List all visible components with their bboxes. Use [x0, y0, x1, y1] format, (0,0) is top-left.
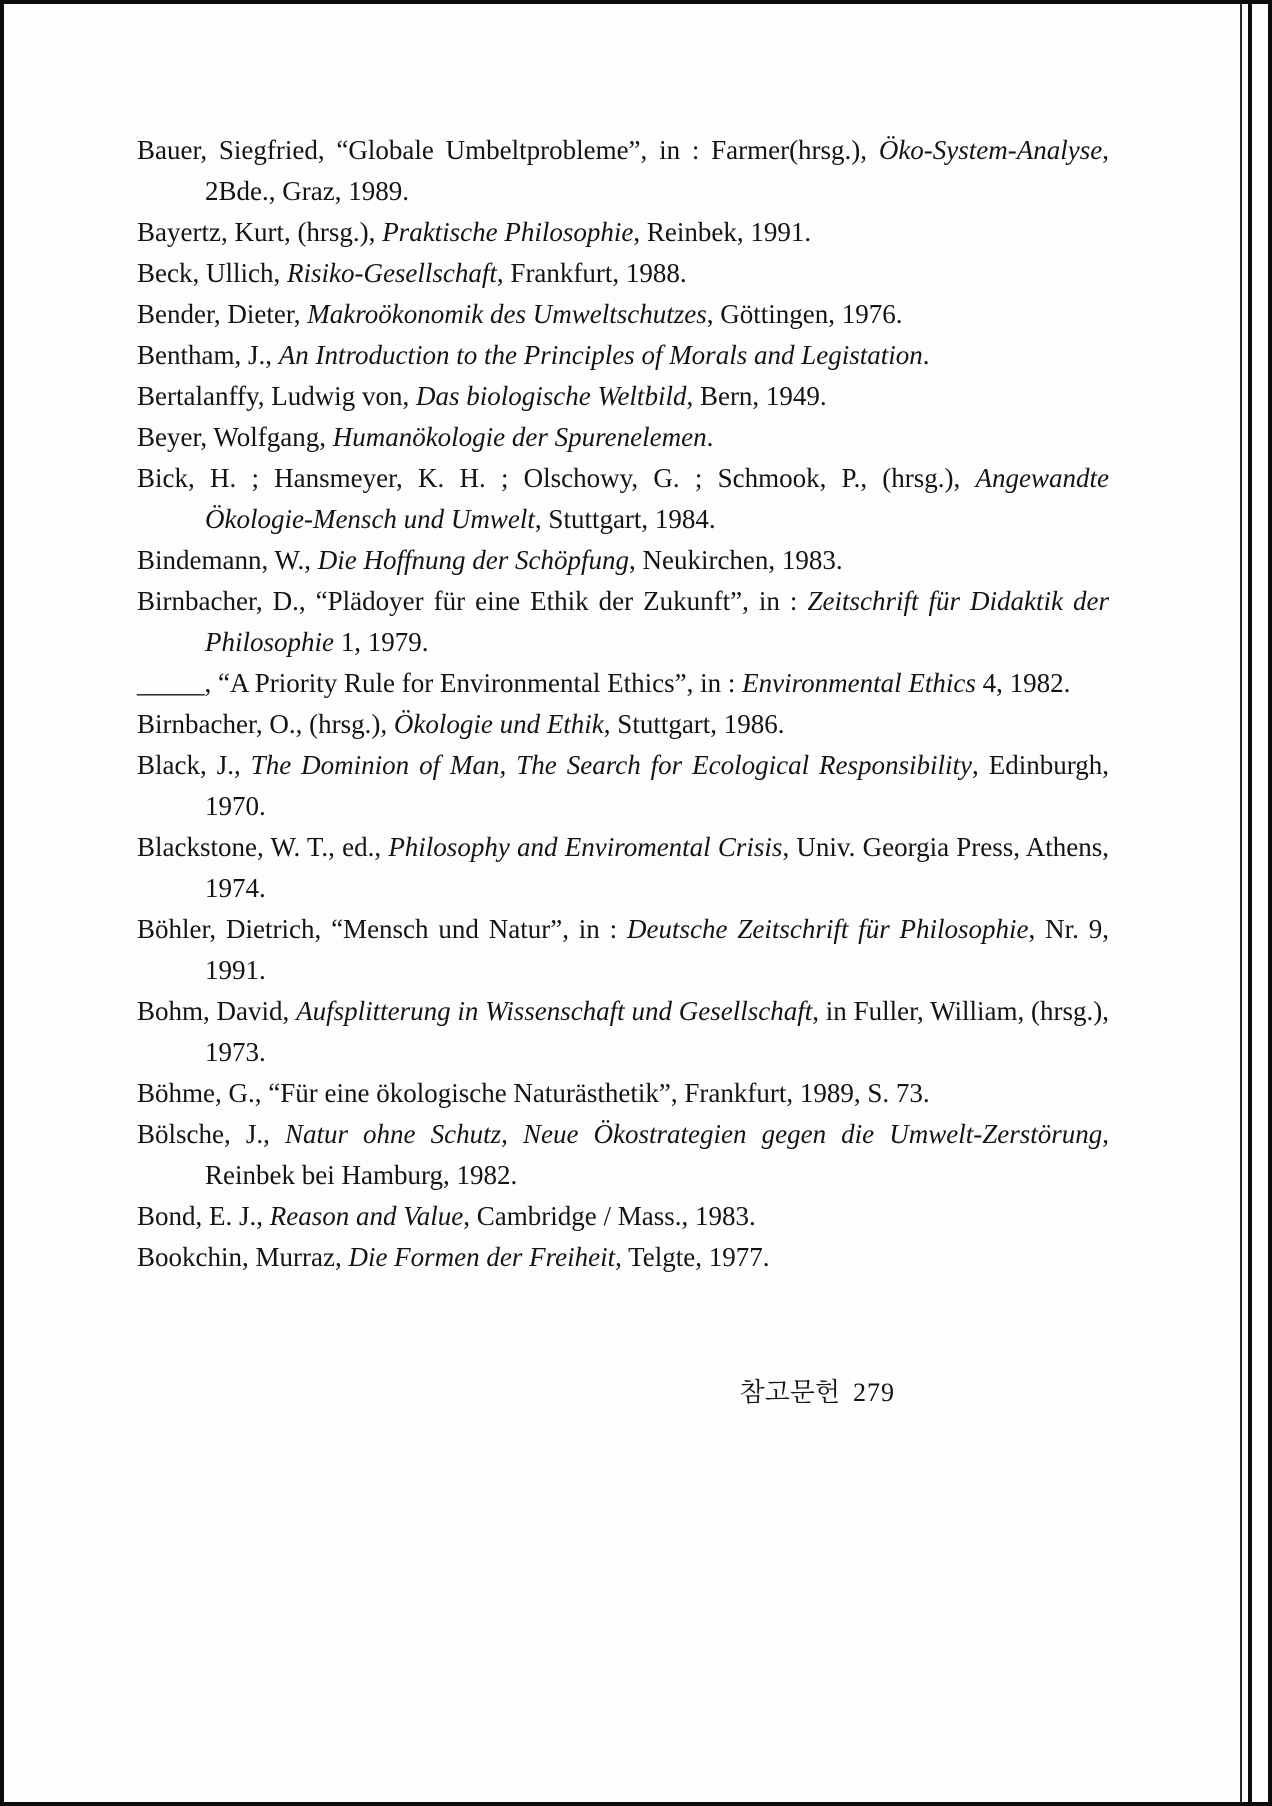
bibliography-entry [137, 376, 1109, 417]
entry-title-italic: Reason and Value [269, 1201, 464, 1231]
entry-text: , Telgte, 1977. [615, 1242, 770, 1272]
entry-text: Bentham, J., [137, 340, 279, 370]
entry-text: , Frankfurt, 1988. [496, 258, 687, 288]
entry-text: Bender, Dieter, [137, 299, 308, 329]
entry-text: Beck, Ullich, [137, 258, 287, 288]
entry-title-italic: Natur ohne Schutz, Neue Ökostrategien gegen die Umwelt-Zerstörung [284, 1119, 1103, 1149]
entry-text: Bindemann, W., [137, 545, 318, 575]
entry-text: , Nr. 9, 1991. [205, 914, 1110, 985]
bibliography-entry [137, 335, 1109, 376]
entry-text: Bayertz, Kurt, (hrsg.), [137, 217, 383, 247]
entry-title-italic: Deutsche Zeitschrift für Philosophie [627, 914, 1029, 944]
bibliography-entry [137, 909, 1109, 991]
bibliography-entry [137, 540, 1109, 581]
entry-text: Bookchin, Murraz, [137, 1242, 349, 1272]
entry-text: , in Fuller, William, (hrsg.), 1973. [205, 996, 1109, 1067]
entry-text: , Reinbek bei Hamburg, 1982. [205, 1119, 1109, 1190]
entry-title-italic: Angewandte Ökologie-Mensch und Umwelt [205, 463, 1109, 534]
bibliography-entry [137, 458, 1109, 540]
entry-text: 4, 1982. [975, 668, 1071, 698]
entry-text: Beyer, Wolfgang, [137, 422, 333, 452]
entry-text: , Stuttgart, 1984. [534, 504, 716, 534]
entry-text: , Neukirchen, 1983. [628, 545, 843, 575]
entry-title-italic: An Introduction to the Principles of Morals and Legistation [278, 340, 923, 370]
entry-text: Bick, H. ; Hansmeyer, K. H. ; Olschowy, G. ; Schmook, P., (hrsg.), [137, 463, 976, 493]
bibliography-entry [137, 417, 1109, 458]
entry-text: Black, J., [137, 750, 251, 780]
entry-text: , Cambridge / Mass., 1983. [463, 1201, 756, 1231]
entry-text: 1, 1979. [334, 627, 429, 657]
entry-text: , 2Bde., Graz, 1989. [205, 135, 1109, 206]
entry-title-italic: Environmental Ethics [742, 668, 976, 698]
entry-title-italic: Philosophy and Enviromental Crisis [388, 832, 783, 862]
entry-title-italic: Die Hoffnung der Schöpfung [317, 545, 629, 575]
bibliography-entry [137, 991, 1109, 1073]
bibliography-entry [137, 253, 1109, 294]
entry-text: . [922, 340, 930, 370]
entry-title-italic: Aufsplitterung in Wissenschaft und Gesellschaft [296, 996, 813, 1026]
entry-title-italic: Öko-System-Analyse [878, 135, 1103, 165]
entry-text: Bohm, David, [137, 996, 297, 1026]
bibliography-entry [137, 1196, 1109, 1237]
entry-text: , Stuttgart, 1986. [603, 709, 785, 739]
entry-text: _____, “A Priority Rule for Environmental Ethics”, in : [137, 668, 743, 698]
bibliography-entry [137, 704, 1109, 745]
entry-text: Böhme, G., “Für eine ökologische Naturästhetik”, Frankfurt, 1989, S. 73. [137, 1078, 930, 1108]
entry-title-italic: Die Formen der Freiheit [348, 1242, 616, 1272]
entry-text: , Göttingen, 1976. [706, 299, 903, 329]
entry-title-italic: Das biologische Weltbild [415, 381, 687, 411]
bibliography-entry [137, 212, 1109, 253]
entry-text: Bölsche, J., [137, 1119, 285, 1149]
entry-text: Bond, E. J., [137, 1201, 270, 1231]
entry-title-italic: The Dominion of Man, The Search for Ecological Responsibility [250, 750, 973, 780]
bibliography-entry [137, 1114, 1109, 1196]
entry-title-italic: Zeitschrift für Didaktik der Philosophie [205, 586, 1109, 657]
bibliography-entry [137, 827, 1109, 909]
entry-title-italic: Humanökologie der Spurenelemen [332, 422, 707, 452]
entry-text: . [706, 422, 714, 452]
bibliography-entry [137, 663, 1109, 704]
bibliography-entry [137, 745, 1109, 827]
entry-text: , Univ. Georgia Press, Athens, 1974. [205, 832, 1109, 903]
bibliography-entry [137, 581, 1109, 663]
entry-text: Birnbacher, O., (hrsg.), [137, 709, 394, 739]
entry-title-italic: Praktische Philosophie [382, 217, 634, 247]
footer-label: 참고문헌 [739, 1378, 840, 1407]
entry-text: , Bern, 1949. [686, 381, 827, 411]
page-edge-line-outer [1248, 4, 1252, 1802]
page-edge-line-inner [1240, 4, 1242, 1802]
entry-text: , Edinburgh, 1970. [205, 750, 1110, 821]
bibliography-entry [137, 1073, 1109, 1114]
bibliography-entry [137, 130, 1109, 212]
entry-text: Böhler, Dietrich, “Mensch und Natur”, in : [137, 914, 628, 944]
bibliography-entry [137, 294, 1109, 335]
entry-text: Bertalanffy, Ludwig von, [137, 381, 416, 411]
bibliography-entry [137, 1237, 1109, 1278]
entry-text: Blackstone, W. T., ed., [137, 832, 389, 862]
entry-text: , Reinbek, 1991. [633, 217, 812, 247]
page-footer [137, 1372, 895, 1409]
footer-page-number: 279 [853, 1378, 895, 1407]
entry-title-italic: Risiko-Gesellschaft [286, 258, 497, 288]
entry-text: Birnbacher, D., “Plädoyer für eine Ethik der Zukunft”, in : [137, 586, 808, 616]
entry-text: Bauer, Siegfried, “Globale Umbeltprobleme”, in : Farmer(hrsg.), [137, 135, 879, 165]
entry-title-italic: Ökologie und Ethik [393, 709, 604, 739]
entry-title-italic: Makroökonomik des Umweltschutzes [307, 299, 707, 329]
bibliography [137, 130, 1109, 1278]
